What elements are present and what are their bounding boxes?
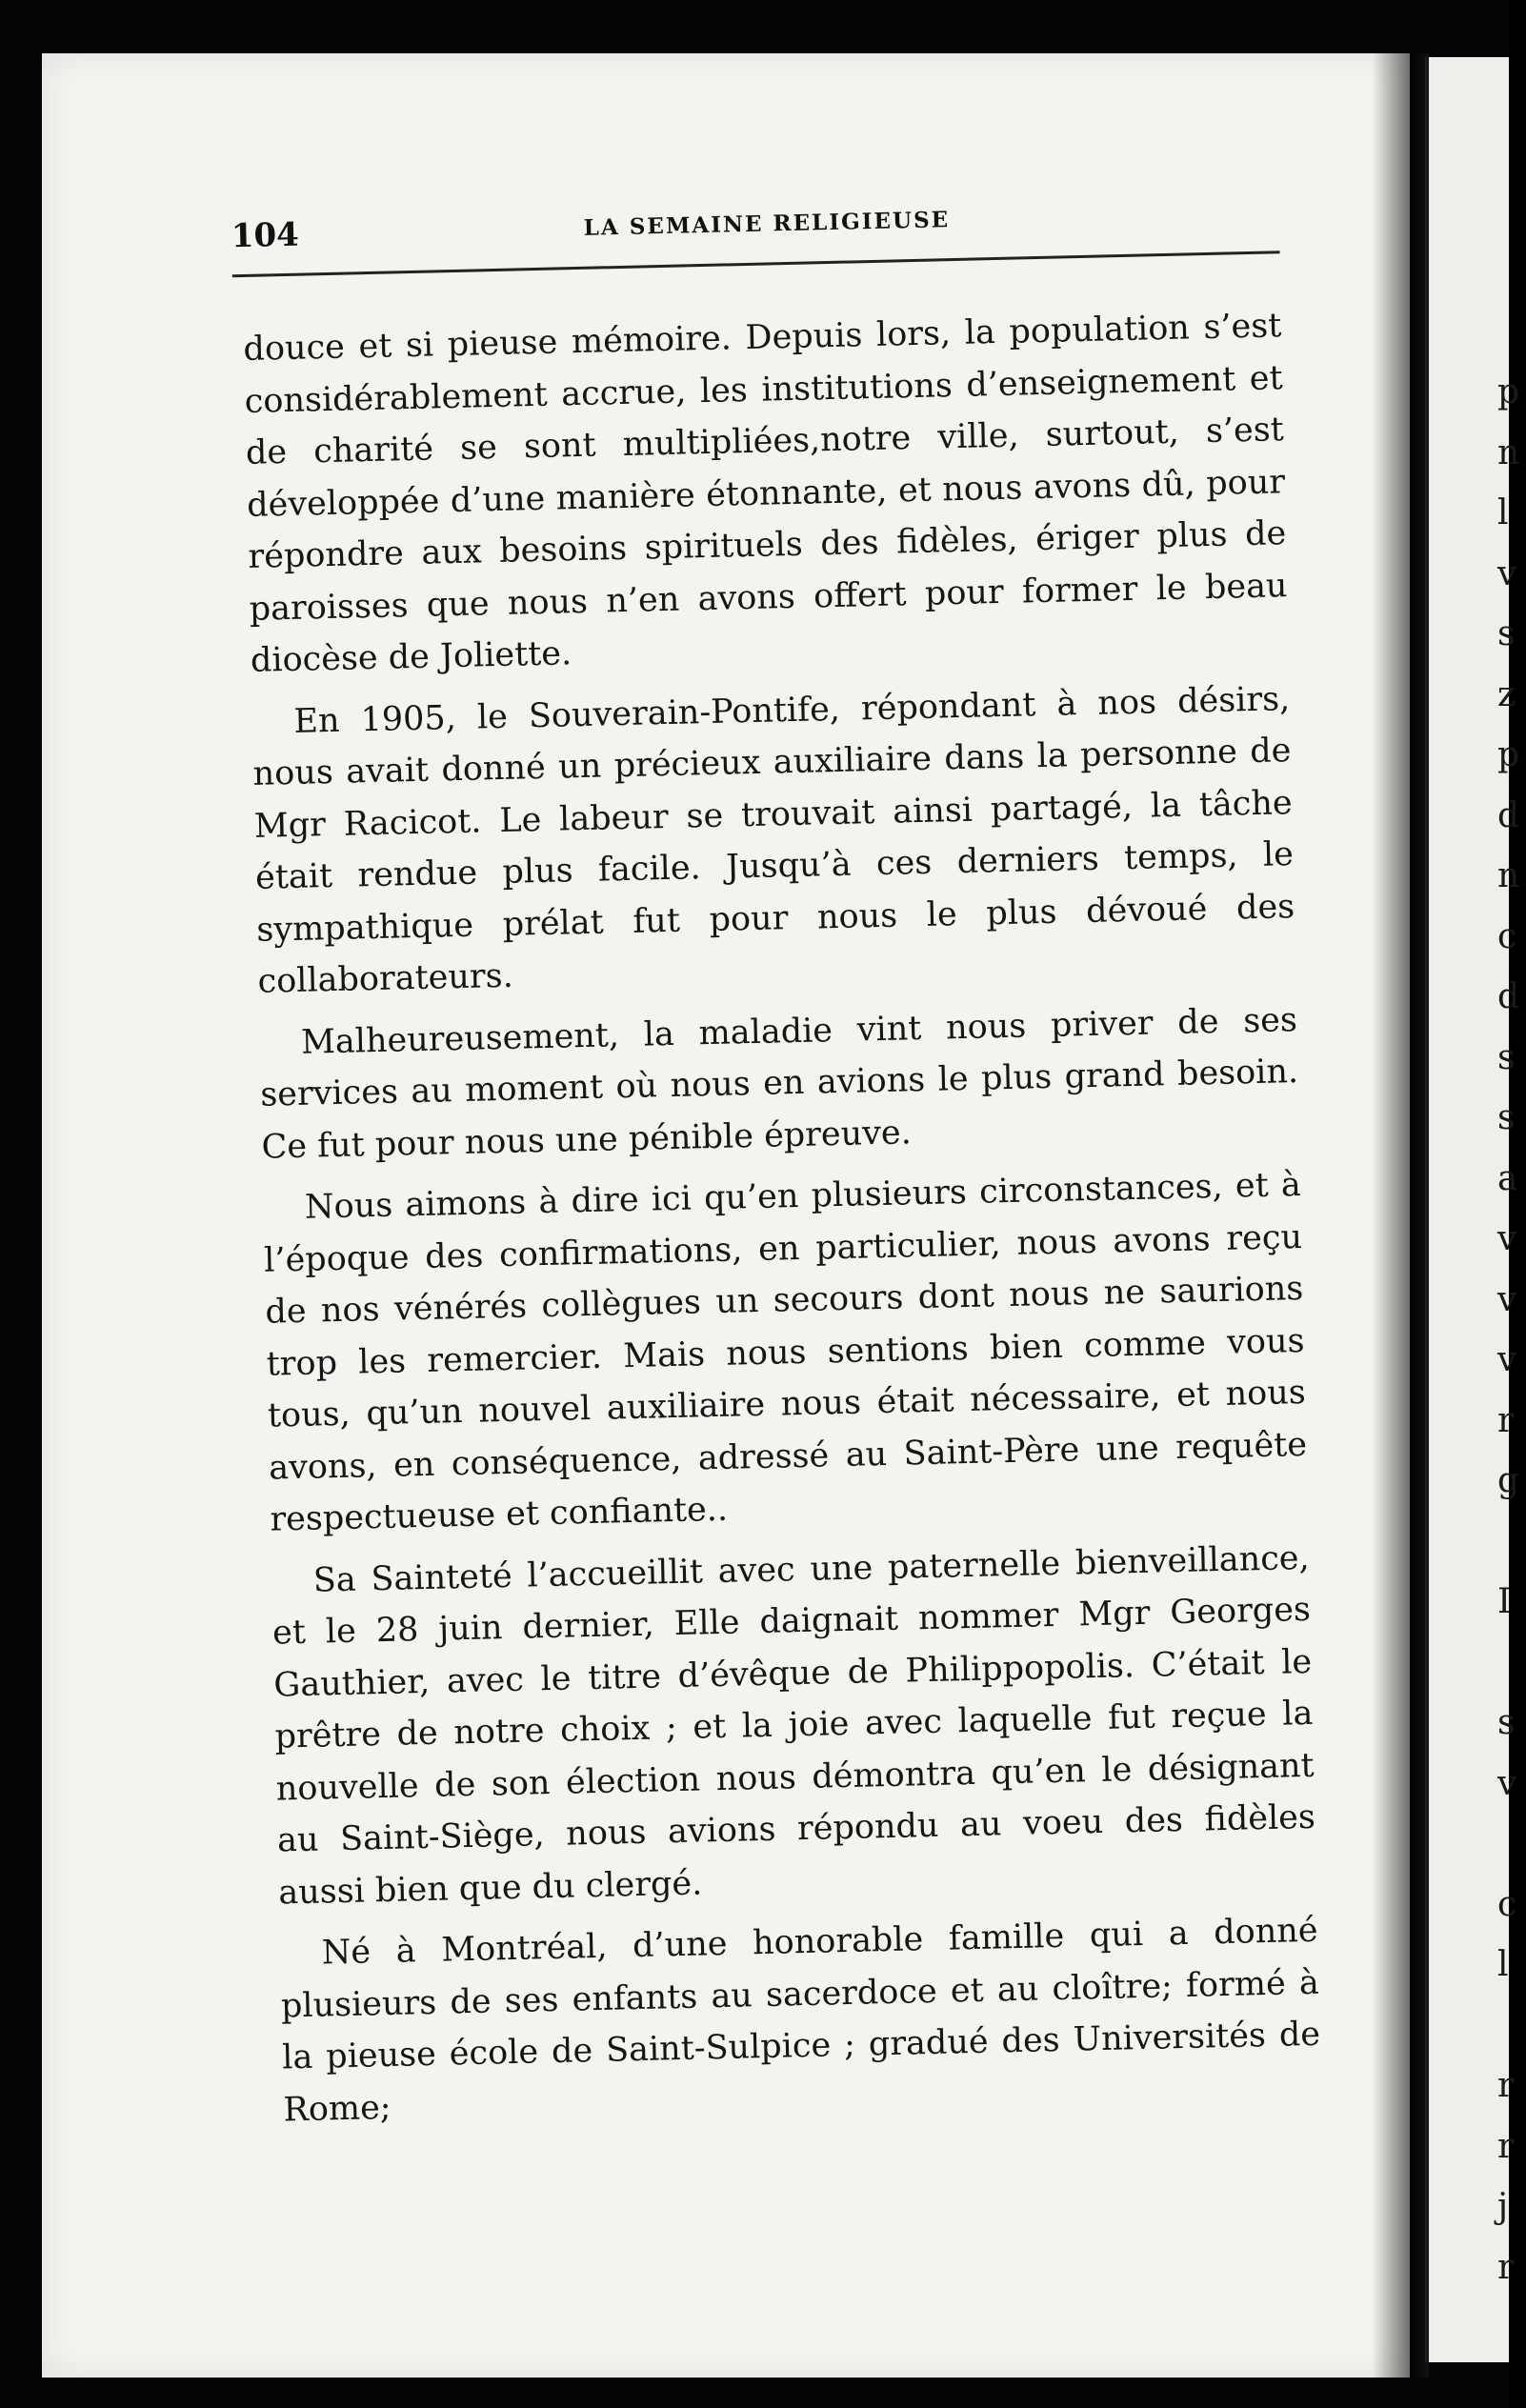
paragraph: Sa Sainteté l’accueillit avec une paternelle bienveillance, et le 28 juin dernier, Elle daignait nommer Mgr Georges Gauthier, avec le titre d’évêque de Philippopolis. C’était le prêtre de notre choix ; et la joie avec laquelle fut reçue la nouvelle de son élection nous démontra qu’en le désignant au Saint-Siège, nous avions répondu au voeu des fidèles aussi bien que du clergé. — [271, 1538, 1316, 1913]
paragraph: Né à Montréal, d’une honorable famille qui a donné plusieurs de ses enfants au sacerdoce et au cloître; formé à la pieuse école de Saint-Sulpice ; gradué des Universités de Rome; — [280, 1911, 1321, 2129]
body-text — [243, 300, 1322, 2136]
page-content — [231, 175, 1370, 2145]
page-number: 104 — [231, 215, 300, 256]
paragraph: Nous aimons à dire ici qu’en plusieurs circonstances, et à l’époque des confirmations, en particulier, nous avons reçu de nos vénérés collègues un secours dont nous ne saurions trop les remercier. Mais nous sentions bien comme vous tous, qu’un nouvel auxiliaire nous était nécessaire, et nous avons, en conséquence, adressé au Saint-Père une requête respectueuse et confiante.. — [263, 1166, 1308, 1539]
facing-page-edge — [1425, 57, 1520, 2362]
header-rule — [232, 251, 1280, 277]
paragraph: En 1905, le Souverain-Pontife, répondant à nos désirs, nous avait donné un précieux auxiliaire dans la personne de Mgr Racicot. Le labeur se trouvait ainsi partagé, la tâche était rendue plus facile. Jusqu’à ces derniers temps, le sympathique prélat fut pour nous le plus dévoué des collaborateurs. — [252, 679, 1295, 1001]
running-title: LA SEMAINE RELIGIEUSE — [583, 207, 951, 241]
paragraph: Malheureusement, la maladie vint nous priver de ses services au moment où nous en avions le plus grand besoin. Ce fut pour nous une pénible épreuve. — [259, 1000, 1299, 1167]
facing-page-letters: p n l v s z p d n c d s s a v v v r g I s v c l r r j r — [1497, 372, 1520, 2287]
paragraph: douce et si pieuse mémoire. Depuis lors, la population s’est considérablement accrue, les institutions d’enseignement et de charité se sont multipliées,notre ville, surtout, s’est développée d’une manière étonnante, et nous avons dû, pour répondre aux besoins spirituels des fidèles, ériger plus de paroisses que nous n’en avons offert pour former le beau diocèse de Joliette. — [243, 307, 1288, 680]
binding-shadow — [1372, 53, 1429, 2378]
